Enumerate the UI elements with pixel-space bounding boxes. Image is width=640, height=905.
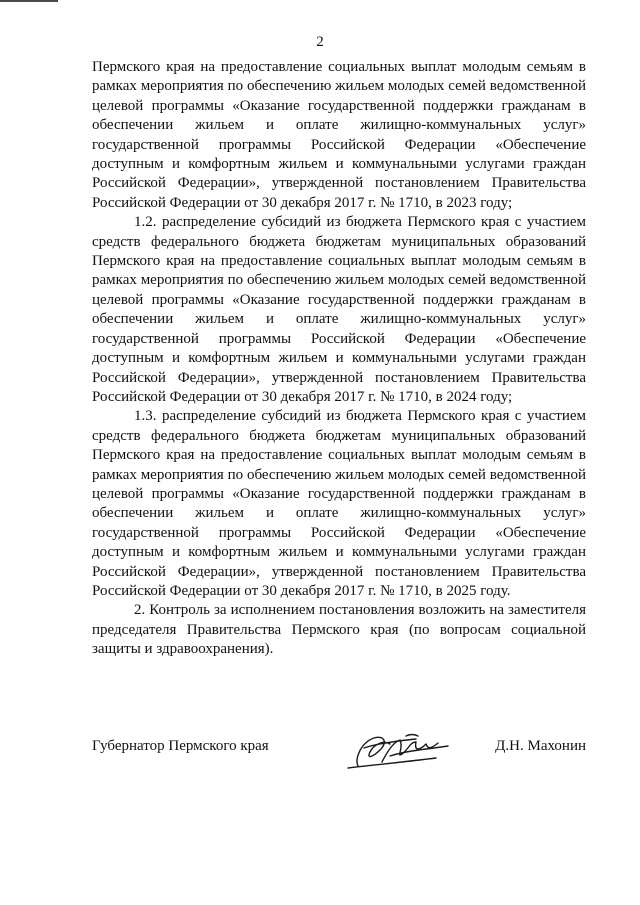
page-number: 2 [316, 34, 324, 50]
paragraph-2-control: 2. Контроль за исполнением постановления возложить на заместителя председателя Правительства Пермского края (по вопросам социальной защиты и здравоохранения). [92, 602, 586, 658]
signature-block [92, 728, 586, 788]
signatory-name: Д.Н. Махонин [495, 738, 586, 754]
signatory-position: Губернатор Пермского края [92, 738, 269, 754]
paragraph-1-3: 1.3. распределение субсидий из бюджета Пермского края с участием средств федерального бюджета бюджетам муниципальных образований Пермского края на предоставление социальных выплат молодым семьям в рамках мероприятия по обеспечению жильем молодых семей ведомственной целевой программы «Оказание государственной поддержки гражданам в обеспечении жильем и оплате жилищно-коммунальных услуг» государственной программы Российской Федерации «Обеспечение доступным и комфортным жильем и коммунальными услугами граждан Российской Федерации», утвержденной постановлением Правительства Российской Федерации от 30 декабря 2017 г. № 1710, в 2025 году. [92, 408, 586, 599]
document-body [92, 58, 586, 660]
scan-edge-mark [0, 0, 58, 2]
paragraph-1-continuation: Пермского края на предоставление социальных выплат молодым семьям в рамках мероприятия по обеспечению жильем молодых семей ведомственной целевой программы «Оказание государственной поддержки гражданам в обеспечении жильем и оплате жилищно-коммунальных услуг» государственной программы Российской Федерации «Обеспечение доступным и комфортным жильем и коммунальными услугами граждан Российской Федерации», утвержденной постановлением Правительства Российской Федерации от 30 декабря 2017 г. № 1710, в 2023 году; [92, 59, 586, 211]
handwritten-signature-icon [344, 728, 456, 774]
paragraph-1-2: 1.2. распределение субсидий из бюджета Пермского края с участием средств федерального бюджета бюджетам муниципальных образований Пермского края на предоставление социальных выплат молодым семьям в рамках мероприятия по обеспечению жильем молодых семей ведомственной целевой программы «Оказание государственной поддержки гражданам в обеспечении жильем и оплате жилищно-коммунальных услуг» государственной программы Российской Федерации «Обеспечение доступным и комфортным жильем и коммунальными услугами граждан Российской Федерации», утвержденной постановлением Правительства Российской Федерации от 30 декабря 2017 г. № 1710, в 2024 году; [92, 214, 586, 405]
